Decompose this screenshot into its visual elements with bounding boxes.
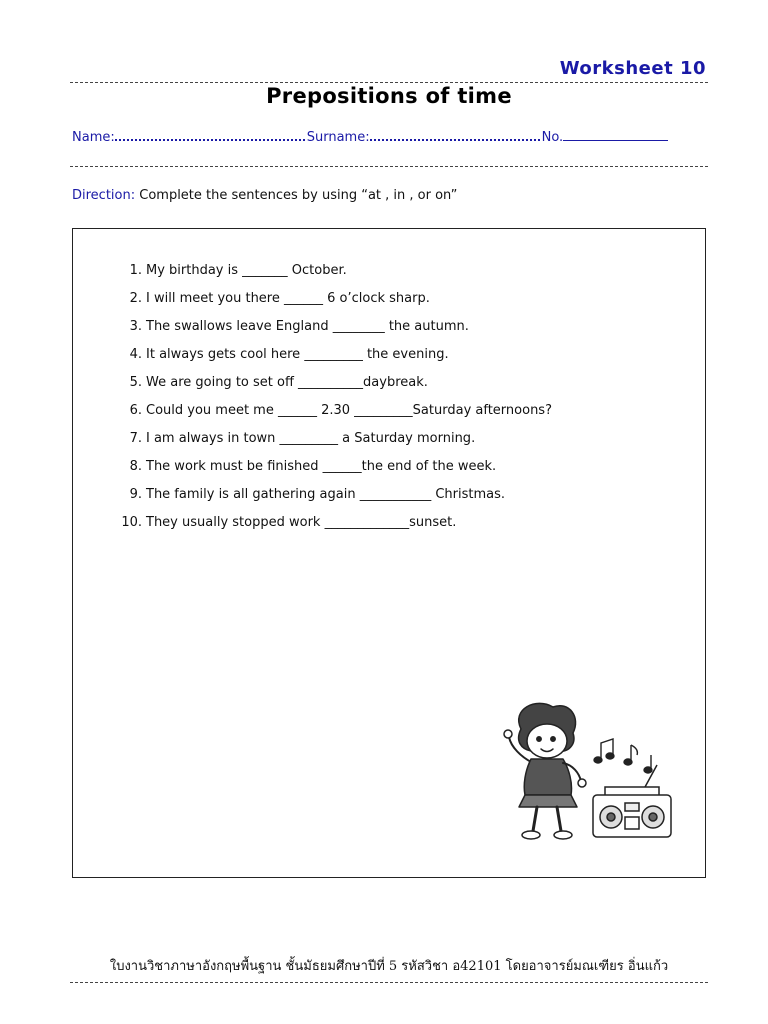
question-text: The family is all gathering again ___________ Christmas. xyxy=(146,487,506,502)
middle-dashed-rule xyxy=(70,166,708,167)
question-text: The swallows leave England ________ the autumn. xyxy=(146,319,469,334)
dancing-girl-illustration xyxy=(481,699,691,859)
direction-label: Direction: xyxy=(72,188,136,203)
top-dashed-rule xyxy=(70,82,708,83)
number-label: No. xyxy=(541,130,564,145)
question-number: 2. xyxy=(129,291,142,306)
question-number: 7. xyxy=(129,431,142,446)
question-item xyxy=(117,401,552,429)
music-notes-icon xyxy=(594,739,652,773)
question-text: It always gets cool here _________ the evening. xyxy=(146,347,449,362)
page-title: Prepositions of time xyxy=(266,84,512,108)
question-text: My birthday is _______ October. xyxy=(146,263,347,278)
question-box xyxy=(72,228,706,878)
question-number: 6. xyxy=(129,403,142,418)
question-text: They usually stopped work _____________sunset. xyxy=(146,515,457,530)
name-field[interactable] xyxy=(115,129,305,141)
question-number: 3. xyxy=(129,319,142,334)
radio-icon xyxy=(593,765,671,837)
question-text: I will meet you there ______ 6 o’clock sharp. xyxy=(146,291,430,306)
question-item xyxy=(117,317,552,345)
question-text: I am always in town _________ a Saturday morning. xyxy=(146,431,476,446)
direction-text: Complete the sentences by using “at , in , or on” xyxy=(139,188,458,203)
question-text: We are going to set off __________daybreak. xyxy=(146,375,428,390)
girl-figure xyxy=(504,703,586,839)
question-list xyxy=(117,261,552,541)
surname-field[interactable] xyxy=(370,129,540,141)
question-item xyxy=(117,373,552,401)
question-number: 10. xyxy=(121,515,142,530)
question-number: 8. xyxy=(129,459,142,474)
question-item xyxy=(117,513,552,541)
question-item xyxy=(117,261,552,289)
question-item xyxy=(117,457,552,485)
footer-text: ใบงานวิชาภาษาอังกฤษพื้นฐาน ชั้นมัธยมศึกษาปีที่ 5 รหัสวิชา อ42101 โดยอาจารย์มณเฑียร อิ่นแก้ว xyxy=(109,959,669,974)
name-label: Name: xyxy=(72,130,115,145)
question-text: The work must be finished ______the end of the week. xyxy=(146,459,497,474)
number-field[interactable] xyxy=(563,129,668,141)
question-item xyxy=(117,485,552,513)
question-number: 4. xyxy=(129,347,142,362)
question-number: 1. xyxy=(129,263,142,278)
question-number: 9. xyxy=(129,487,142,502)
bottom-dashed-rule xyxy=(70,982,708,983)
worksheet-number-label: Worksheet 10 xyxy=(559,58,706,79)
surname-label: Surname: xyxy=(306,130,370,145)
question-text: Could you meet me ______ 2.30 _________Saturday afternoons? xyxy=(146,403,552,418)
student-info-row xyxy=(72,129,712,145)
direction xyxy=(72,188,457,203)
question-number: 5. xyxy=(129,375,142,390)
question-item xyxy=(117,429,552,457)
question-item xyxy=(117,289,552,317)
question-item xyxy=(117,345,552,373)
